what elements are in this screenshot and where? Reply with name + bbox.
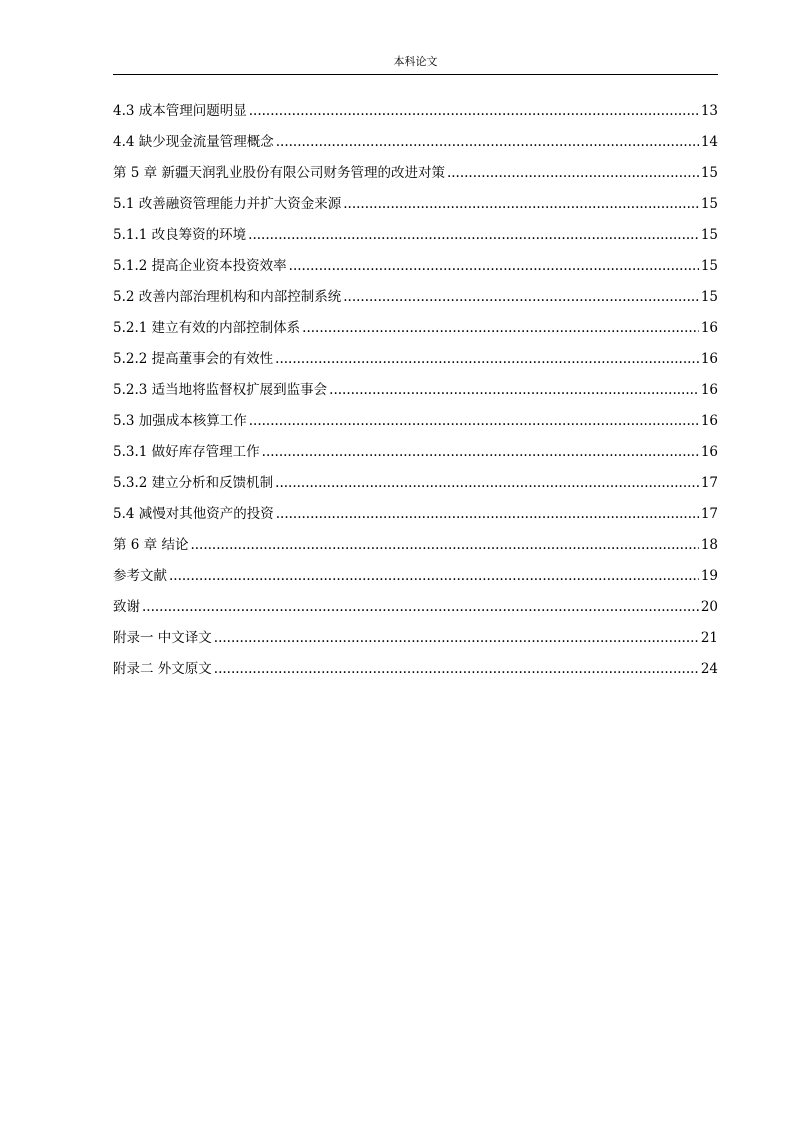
toc-dot-leader: [343, 282, 699, 313]
toc-entry-page: 15: [700, 258, 718, 274]
toc-entry-page: 15: [700, 196, 718, 212]
toc-dot-leader: [329, 375, 699, 406]
toc-dot-leader: [289, 251, 699, 282]
toc-entry-page: 16: [700, 351, 718, 367]
toc-entry-page: 17: [700, 475, 718, 491]
toc-entry[interactable]: [113, 220, 718, 251]
toc-entry[interactable]: [113, 313, 718, 344]
toc-entry[interactable]: [113, 437, 718, 468]
toc-entry-title: 第 5 章 新疆天润乳业股份有限公司财务管理的改进对策: [113, 165, 445, 181]
toc-entry[interactable]: [113, 158, 718, 189]
toc-entry-page: 15: [700, 227, 718, 243]
toc-entry-title: 5.1 改善融资管理能力并扩大资金来源: [113, 196, 342, 212]
toc-dot-leader: [276, 499, 699, 530]
toc-entry-page: 17: [700, 506, 718, 522]
page-header: [113, 52, 718, 75]
toc-entry[interactable]: [113, 530, 718, 561]
toc-entry[interactable]: [113, 623, 718, 654]
toc-entry-page: 20: [700, 599, 718, 615]
toc-entry-title: 5.4 减慢对其他资产的投资: [113, 506, 274, 522]
toc-entry-page: 13: [700, 103, 718, 119]
toc-entry-page: 16: [700, 413, 718, 429]
toc-entry-page: 19: [700, 568, 718, 584]
toc-entry-title: 5.2.1 建立有效的内部控制体系: [113, 320, 301, 336]
toc-entry-page: 14: [700, 134, 718, 150]
toc-entry-title: 4.4 缺少现金流量管理概念: [113, 134, 274, 150]
toc-dot-leader: [142, 592, 699, 623]
toc-entry-page: 16: [700, 382, 718, 398]
toc-entry-page: 24: [700, 661, 718, 677]
toc-dot-leader: [447, 158, 699, 189]
toc-entry-title: 5.3.1 做好库存管理工作: [113, 444, 260, 460]
toc-entry-title: 第 6 章 结论: [113, 537, 189, 553]
toc-entry[interactable]: [113, 406, 718, 437]
toc-dot-leader: [214, 654, 699, 685]
toc-entry-page: 18: [700, 537, 718, 553]
toc-dot-leader: [343, 189, 699, 220]
toc-entry[interactable]: [113, 654, 718, 685]
toc-dot-leader: [276, 127, 699, 158]
toc-entry[interactable]: [113, 127, 718, 158]
toc-dot-leader: [275, 468, 699, 499]
toc-dot-leader: [262, 437, 699, 468]
toc-entry[interactable]: [113, 375, 718, 406]
toc-entry[interactable]: [113, 344, 718, 375]
toc-entry-title: 5.1.2 提高企业资本投资效率: [113, 258, 287, 274]
toc-dot-leader: [214, 623, 699, 654]
toc-entry-page: 16: [700, 444, 718, 460]
toc-entry-title: 5.2.3 适当地将监督权扩展到监事会: [113, 382, 328, 398]
toc-entry-page: 16: [700, 320, 718, 336]
header-title: 本科论文: [393, 55, 438, 68]
toc-entry-title: 5.2 改善内部治理机构和内部控制系统: [113, 289, 342, 305]
toc-entry[interactable]: [113, 282, 718, 313]
toc-entry[interactable]: [113, 96, 718, 127]
toc-entry-title: 参考文献: [113, 568, 167, 584]
toc-entry[interactable]: [113, 561, 718, 592]
toc-dot-leader: [248, 220, 699, 251]
toc-entry-page: 15: [700, 289, 718, 305]
toc-entry-title: 致谢: [113, 599, 140, 615]
toc-entry-title: 附录二 外文原文: [113, 661, 212, 677]
toc-entry[interactable]: [113, 251, 718, 282]
toc-dot-leader: [275, 344, 699, 375]
toc-dot-leader: [302, 313, 699, 344]
toc-entry[interactable]: [113, 499, 718, 530]
table-of-contents: [113, 96, 718, 685]
toc-entry-title: 5.1.1 改良筹资的环境: [113, 227, 247, 243]
toc-entry-title: 5.3 加强成本核算工作: [113, 413, 247, 429]
toc-entry-page: 21: [700, 630, 718, 646]
toc-dot-leader: [169, 561, 699, 592]
toc-entry[interactable]: [113, 189, 718, 220]
toc-entry[interactable]: [113, 592, 718, 623]
toc-dot-leader: [249, 96, 699, 127]
toc-entry-title: 5.2.2 提高董事会的有效性: [113, 351, 274, 367]
toc-entry-page: 15: [700, 165, 718, 181]
toc-entry-title: 5.3.2 建立分析和反馈机制: [113, 475, 274, 491]
toc-entry-title: 4.3 成本管理问题明显: [113, 103, 247, 119]
toc-entry-title: 附录一 中文译文: [113, 630, 212, 646]
toc-dot-leader: [190, 530, 698, 561]
toc-dot-leader: [249, 406, 699, 437]
toc-entry[interactable]: [113, 468, 718, 499]
